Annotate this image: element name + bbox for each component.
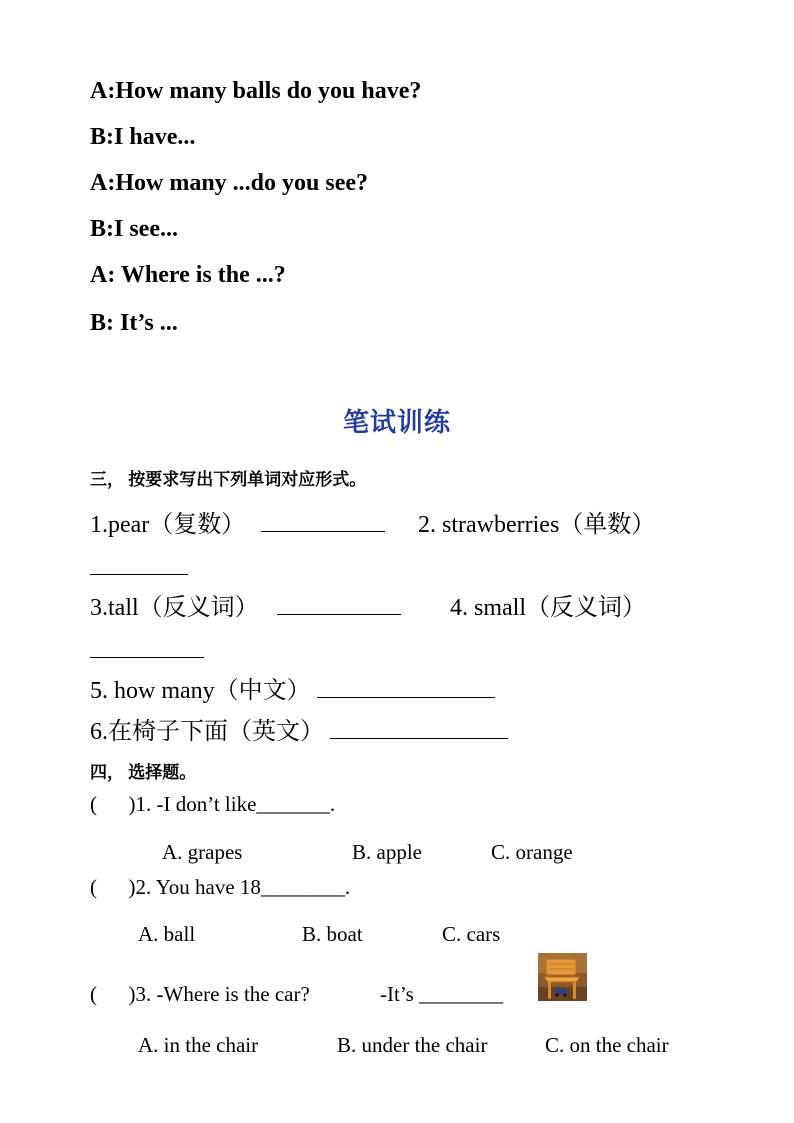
mc-question-3 — [90, 982, 310, 1007]
option-1b[interactable]: B. apple — [352, 840, 422, 864]
dialogue-line-1: A:How many balls do you have? — [90, 78, 422, 104]
mc-question-3-stem2: -It’s ________ — [380, 982, 504, 1006]
mc-question-1-stem: 1. -I don’t like_______. — [135, 792, 336, 816]
question-4-text: 4. small（反义词） — [450, 595, 646, 621]
option-2c[interactable]: C. cars — [442, 922, 501, 946]
section4-heading: 四， 选择题。 — [90, 763, 197, 782]
mc-question-2-stem: 2. You have 18________. — [135, 875, 351, 899]
answer-blank-2[interactable] — [90, 573, 188, 575]
question-5 — [90, 670, 495, 705]
mc-question-3-stem: 3. -Where is the car? — [135, 982, 310, 1006]
answer-blank-5[interactable] — [317, 696, 495, 698]
dialogue-line-5: A: Where is the ...? — [90, 262, 286, 288]
section3-heading: 三， 按要求写出下列单词对应形式。 — [90, 470, 367, 489]
dialogue-line-2: B:I have... — [90, 124, 196, 150]
mc-question-1 — [90, 792, 335, 817]
question-2-text: 2. strawberries（单数） — [418, 512, 656, 538]
option-2a[interactable]: A. ball — [138, 922, 196, 946]
answer-paren-1[interactable]: ( ) — [90, 792, 136, 816]
question-6 — [90, 711, 508, 746]
question-3-text: 3.tall（反义词） — [90, 595, 259, 621]
question-3 — [90, 587, 401, 622]
answer-blank-6[interactable] — [330, 737, 508, 739]
mc-question-2 — [90, 875, 350, 900]
dialogue-line-6: B: It’s ... — [90, 310, 178, 336]
question-5-text: 5. how many（中文） — [90, 678, 311, 704]
question-1 — [90, 504, 385, 539]
answer-paren-2[interactable]: ( ) — [90, 875, 136, 899]
answer-paren-3[interactable]: ( ) — [90, 982, 136, 1006]
option-3c[interactable]: C. on the chair — [545, 1033, 669, 1057]
option-3a[interactable]: A. in the chair — [138, 1033, 259, 1057]
section-title: 笔试训练 — [342, 408, 451, 437]
option-2b[interactable]: B. boat — [302, 922, 363, 946]
option-1c[interactable]: C. orange — [491, 840, 573, 864]
option-3b[interactable]: B. under the chair — [337, 1033, 488, 1057]
question-1-text: 1.pear（复数） — [90, 512, 246, 538]
question-6-text: 6.在椅子下面（英文） — [90, 719, 324, 745]
answer-blank-1[interactable] — [261, 530, 385, 532]
dialogue-line-4: B:I see... — [90, 216, 178, 242]
answer-blank-3[interactable] — [277, 613, 401, 615]
dialogue-line-3: A:How many ...do you see? — [90, 170, 369, 196]
option-1a[interactable]: A. grapes — [162, 840, 243, 864]
answer-blank-4[interactable] — [90, 656, 204, 658]
chair-photo — [538, 953, 587, 1001]
